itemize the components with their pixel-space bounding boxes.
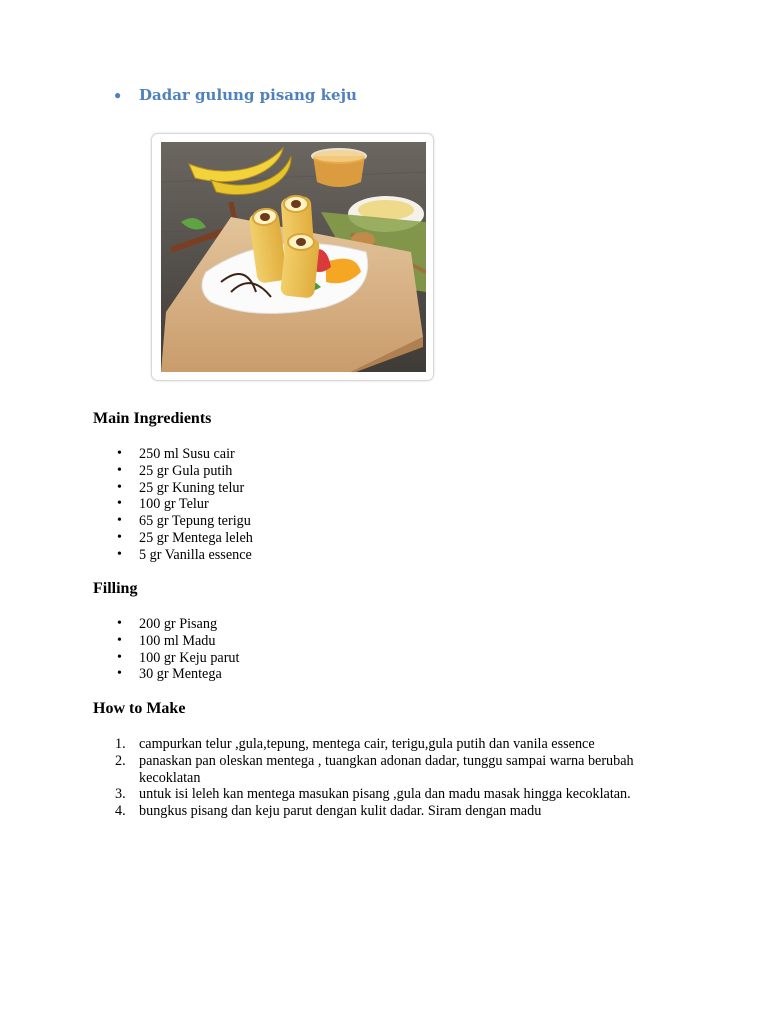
list-item: • 250 ml Susu cair — [139, 446, 659, 463]
step-text: bungkus pisang dan keju parut dengan kulit dadar. Siram dengan madu — [139, 803, 542, 820]
list-item: • 200 gr Pisang — [139, 616, 659, 633]
filling-heading: Filling — [93, 580, 138, 597]
step-number: 1. — [115, 736, 126, 752]
step-item — [115, 752, 639, 787]
recipe-title-row — [114, 86, 357, 104]
how-to-make-steps — [115, 736, 639, 820]
list-item: • 100 gr Keju parut — [139, 650, 659, 667]
list-item: • 5 gr Vanilla essence — [139, 547, 659, 564]
list-item: • 65 gr Tepung terigu — [139, 513, 659, 530]
list-item: • 100 gr Telur — [139, 496, 659, 513]
main-ingredients-heading: Main Ingredients — [93, 410, 212, 427]
step-item — [115, 786, 639, 803]
step-text: untuk isi leleh kan mentega masukan pisang ,gula dan madu masak hingga kecoklatan. — [139, 786, 631, 803]
step-number: 2. — [115, 752, 126, 769]
list-item: • 25 gr Mentega leleh — [139, 530, 659, 547]
list-item: • 100 ml Madu — [139, 633, 659, 650]
recipe-photo — [161, 142, 426, 372]
recipe-title: Dadar gulung pisang keju — [139, 86, 357, 104]
step-item — [115, 803, 639, 820]
step-text: panaskan pan oleskan mentega , tuangkan adonan dadar, tunggu sampai warna berubah kecoklatan — [139, 752, 634, 786]
step-number: 3. — [115, 786, 126, 803]
step-text: campurkan telur ,gula,tepung, mentega cair, terigu,gula putih dan vanila essence — [139, 736, 595, 752]
list-item: • 25 gr Kuning telur — [139, 480, 659, 497]
bullet-icon: ● — [114, 87, 122, 102]
list-item: • 30 gr Mentega — [139, 666, 659, 683]
how-to-make-heading: How to Make — [93, 700, 186, 717]
step-item — [115, 736, 639, 753]
recipe-photo-frame — [151, 133, 434, 381]
main-ingredients-list — [139, 446, 659, 564]
step-number: 4. — [115, 803, 126, 820]
list-item: • 25 gr Gula putih — [139, 463, 659, 480]
filling-list — [139, 616, 659, 683]
